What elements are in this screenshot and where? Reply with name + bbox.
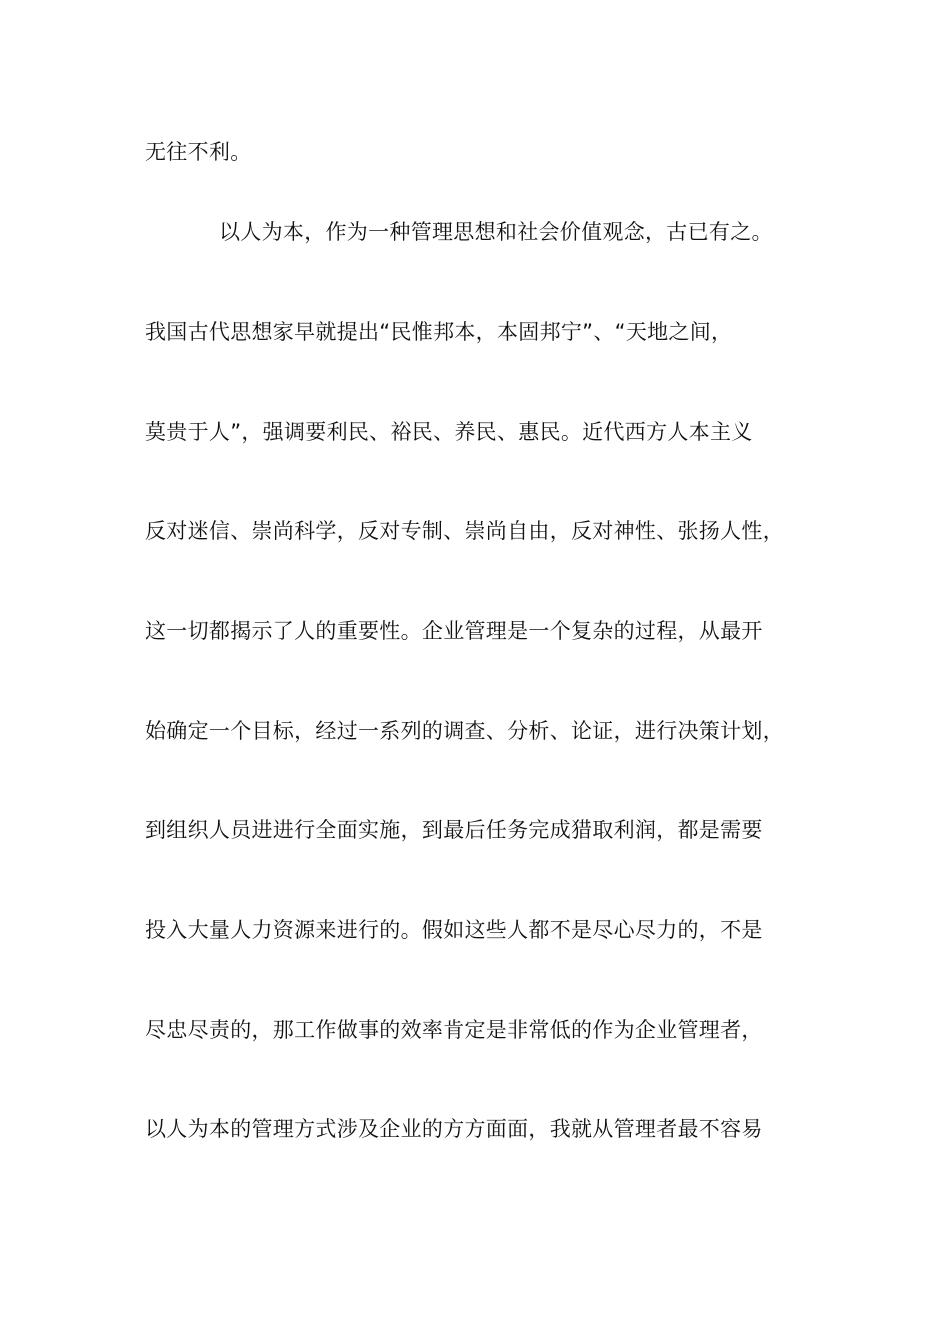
text-line: 反对迷信、崇尚科学，反对专制、崇尚自由，反对神性、张扬人性， xyxy=(145,519,784,543)
text-line: 投入大量人力资源来进行的。假如这些人都不是尽心尽力的，不是 xyxy=(145,918,763,942)
text-line: 到组织人员进进行全面实施，到最后任务完成猎取利润，都是需要 xyxy=(145,818,763,842)
paragraph-start-line: 以人为本，作为一种管理思想和社会价值观念，古已有之。 xyxy=(219,220,773,244)
text-line: 尽忠尽责的，那工作做事的效率肯定是非常低的作为企业管理者， xyxy=(145,1018,763,1042)
text-line: 莫贵于人”，强调要利民、裕民、养民、惠民。近代西方人本主义 xyxy=(145,420,753,444)
text-line: 始确定一个目标，经过一系列的调查、分析、论证，进行决策计划， xyxy=(145,719,784,743)
text-line: 这一切都揭示了人的重要性。企业管理是一个复杂的过程，从最开 xyxy=(145,619,763,643)
text-line: 我国古代思想家早就提出“民惟邦本，本固邦宁”、“天地之间， xyxy=(145,320,733,344)
text-line: 以人为本的管理方式涉及企业的方方面面，我就从管理者最不容易 xyxy=(145,1117,763,1141)
text-line: 无往不利。 xyxy=(145,140,252,164)
